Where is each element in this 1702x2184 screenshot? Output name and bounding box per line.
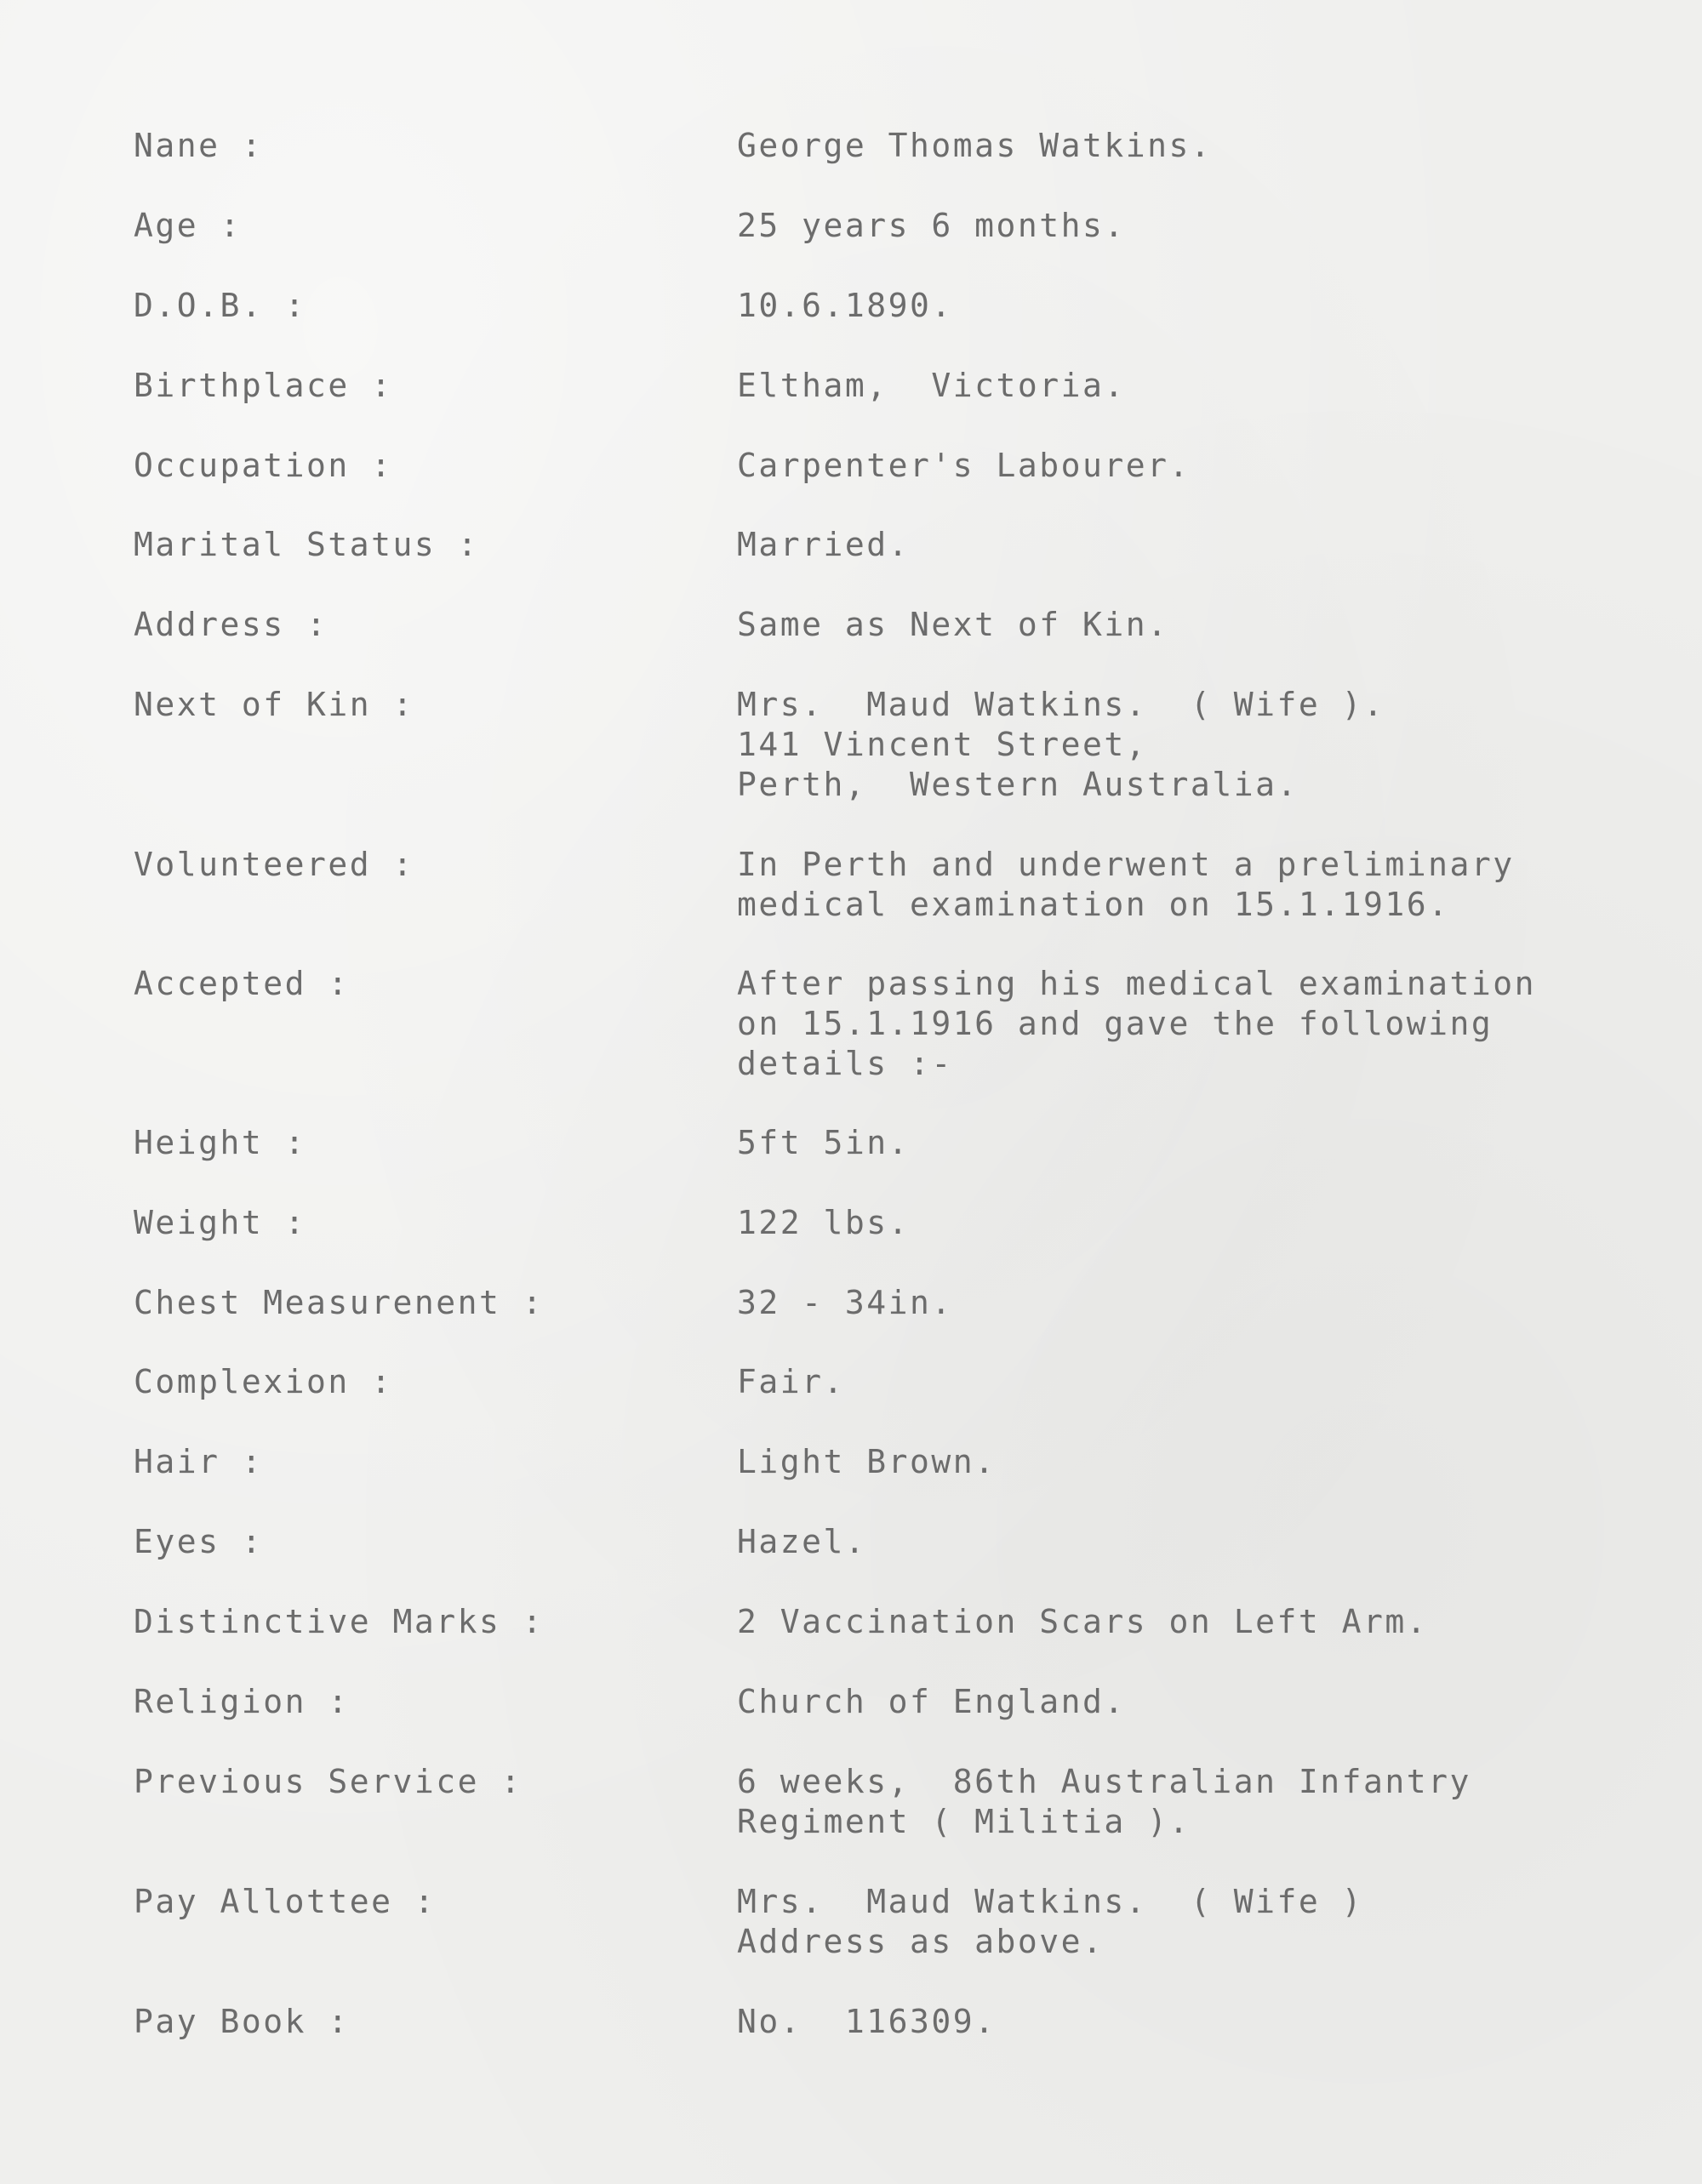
field-value-line: Perth, Western Australia. bbox=[737, 766, 1299, 803]
field-label: Hair : bbox=[134, 1443, 264, 1480]
field-value bbox=[737, 126, 1682, 166]
field-value-line: Married. bbox=[737, 526, 911, 563]
field-value-line: details :- bbox=[737, 1045, 953, 1082]
field-value-line: In Perth and underwent a preliminary bbox=[737, 846, 1515, 883]
field-label: Age : bbox=[134, 207, 242, 244]
field-value bbox=[737, 366, 1682, 406]
field-value bbox=[737, 1522, 1682, 1562]
field-label: Accepted : bbox=[134, 965, 350, 1002]
field-value bbox=[737, 446, 1682, 486]
field-label: Pay Book : bbox=[134, 2003, 350, 2040]
field-value-line: No. 116309. bbox=[737, 2003, 997, 2040]
field-value-line: Hazel. bbox=[737, 1523, 867, 1560]
field-label: Religion : bbox=[134, 1683, 350, 1720]
field-label: D.O.B. : bbox=[134, 287, 307, 324]
field-value-line: Same as Next of Kin. bbox=[737, 606, 1169, 643]
field-value-line: Regiment ( Militia ). bbox=[737, 1803, 1191, 1840]
field-value bbox=[737, 2002, 1682, 2042]
field-value-line: Mrs. Maud Watkins. ( Wife ). bbox=[737, 686, 1385, 723]
field-value bbox=[737, 1362, 1682, 1402]
field-label: Occupation : bbox=[134, 447, 393, 484]
field-label: Pay Allottee : bbox=[134, 1883, 437, 1920]
field-value bbox=[737, 1123, 1682, 1163]
field-value-line: on 15.1.1916 and gave the following bbox=[737, 1005, 1494, 1042]
field-value bbox=[737, 605, 1682, 645]
field-label: Next of Kin : bbox=[134, 686, 414, 723]
field-value-line: Fair. bbox=[737, 1363, 845, 1400]
field-value-line: Address as above. bbox=[737, 1923, 1105, 1960]
field-value bbox=[737, 1283, 1682, 1323]
field-value bbox=[737, 1602, 1682, 1642]
field-label: Birthplace : bbox=[134, 367, 393, 404]
field-value-line: After passing his medical examination bbox=[737, 965, 1536, 1002]
field-value bbox=[737, 206, 1682, 246]
field-label: Nane : bbox=[134, 127, 264, 164]
field-value-line: 25 years 6 months. bbox=[737, 207, 1126, 244]
field-label: Complexion : bbox=[134, 1363, 393, 1400]
field-value-line: George Thomas Watkins. bbox=[737, 127, 1213, 164]
field-value-line: 122 lbs. bbox=[737, 1204, 911, 1241]
field-value bbox=[737, 1762, 1682, 1842]
field-value bbox=[737, 1882, 1682, 1962]
field-value-line: Church of England. bbox=[737, 1683, 1126, 1720]
field-value bbox=[737, 1203, 1682, 1243]
field-value-line: Eltham, Victoria. bbox=[737, 367, 1126, 404]
field-value-line: 6 weeks, 86th Australian Infantry bbox=[737, 1763, 1471, 1800]
field-label: Volunteered : bbox=[134, 846, 414, 883]
field-value-line: 2 Vaccination Scars on Left Arm. bbox=[737, 1603, 1429, 1640]
field-value bbox=[737, 1682, 1682, 1722]
field-value-line: medical examination on 15.1.1916. bbox=[737, 886, 1450, 923]
field-value-line: Mrs. Maud Watkins. ( Wife ) bbox=[737, 1883, 1363, 1920]
field-value-line: 10.6.1890. bbox=[737, 287, 953, 324]
field-value bbox=[737, 1442, 1682, 1482]
field-label: Previous Service : bbox=[134, 1763, 523, 1800]
field-label: Height : bbox=[134, 1124, 307, 1161]
field-value-line: Carpenter's Labourer. bbox=[737, 447, 1191, 484]
field-value bbox=[737, 286, 1682, 326]
field-value bbox=[737, 845, 1682, 925]
field-label: Eyes : bbox=[134, 1523, 264, 1560]
field-label: Marital Status : bbox=[134, 526, 480, 563]
field-label: Address : bbox=[134, 606, 328, 643]
field-value bbox=[737, 525, 1682, 565]
field-value-line: 141 Vincent Street, bbox=[737, 726, 1148, 763]
field-label: Chest Measurenent : bbox=[134, 1284, 545, 1321]
field-label: Distinctive Marks : bbox=[134, 1603, 545, 1640]
field-value bbox=[737, 685, 1682, 805]
field-value-line: 5ft 5in. bbox=[737, 1124, 911, 1161]
field-value bbox=[737, 964, 1682, 1084]
field-value-line: 32 - 34in. bbox=[737, 1284, 953, 1321]
field-label: Weight : bbox=[134, 1204, 307, 1241]
field-value-line: Light Brown. bbox=[737, 1443, 997, 1480]
